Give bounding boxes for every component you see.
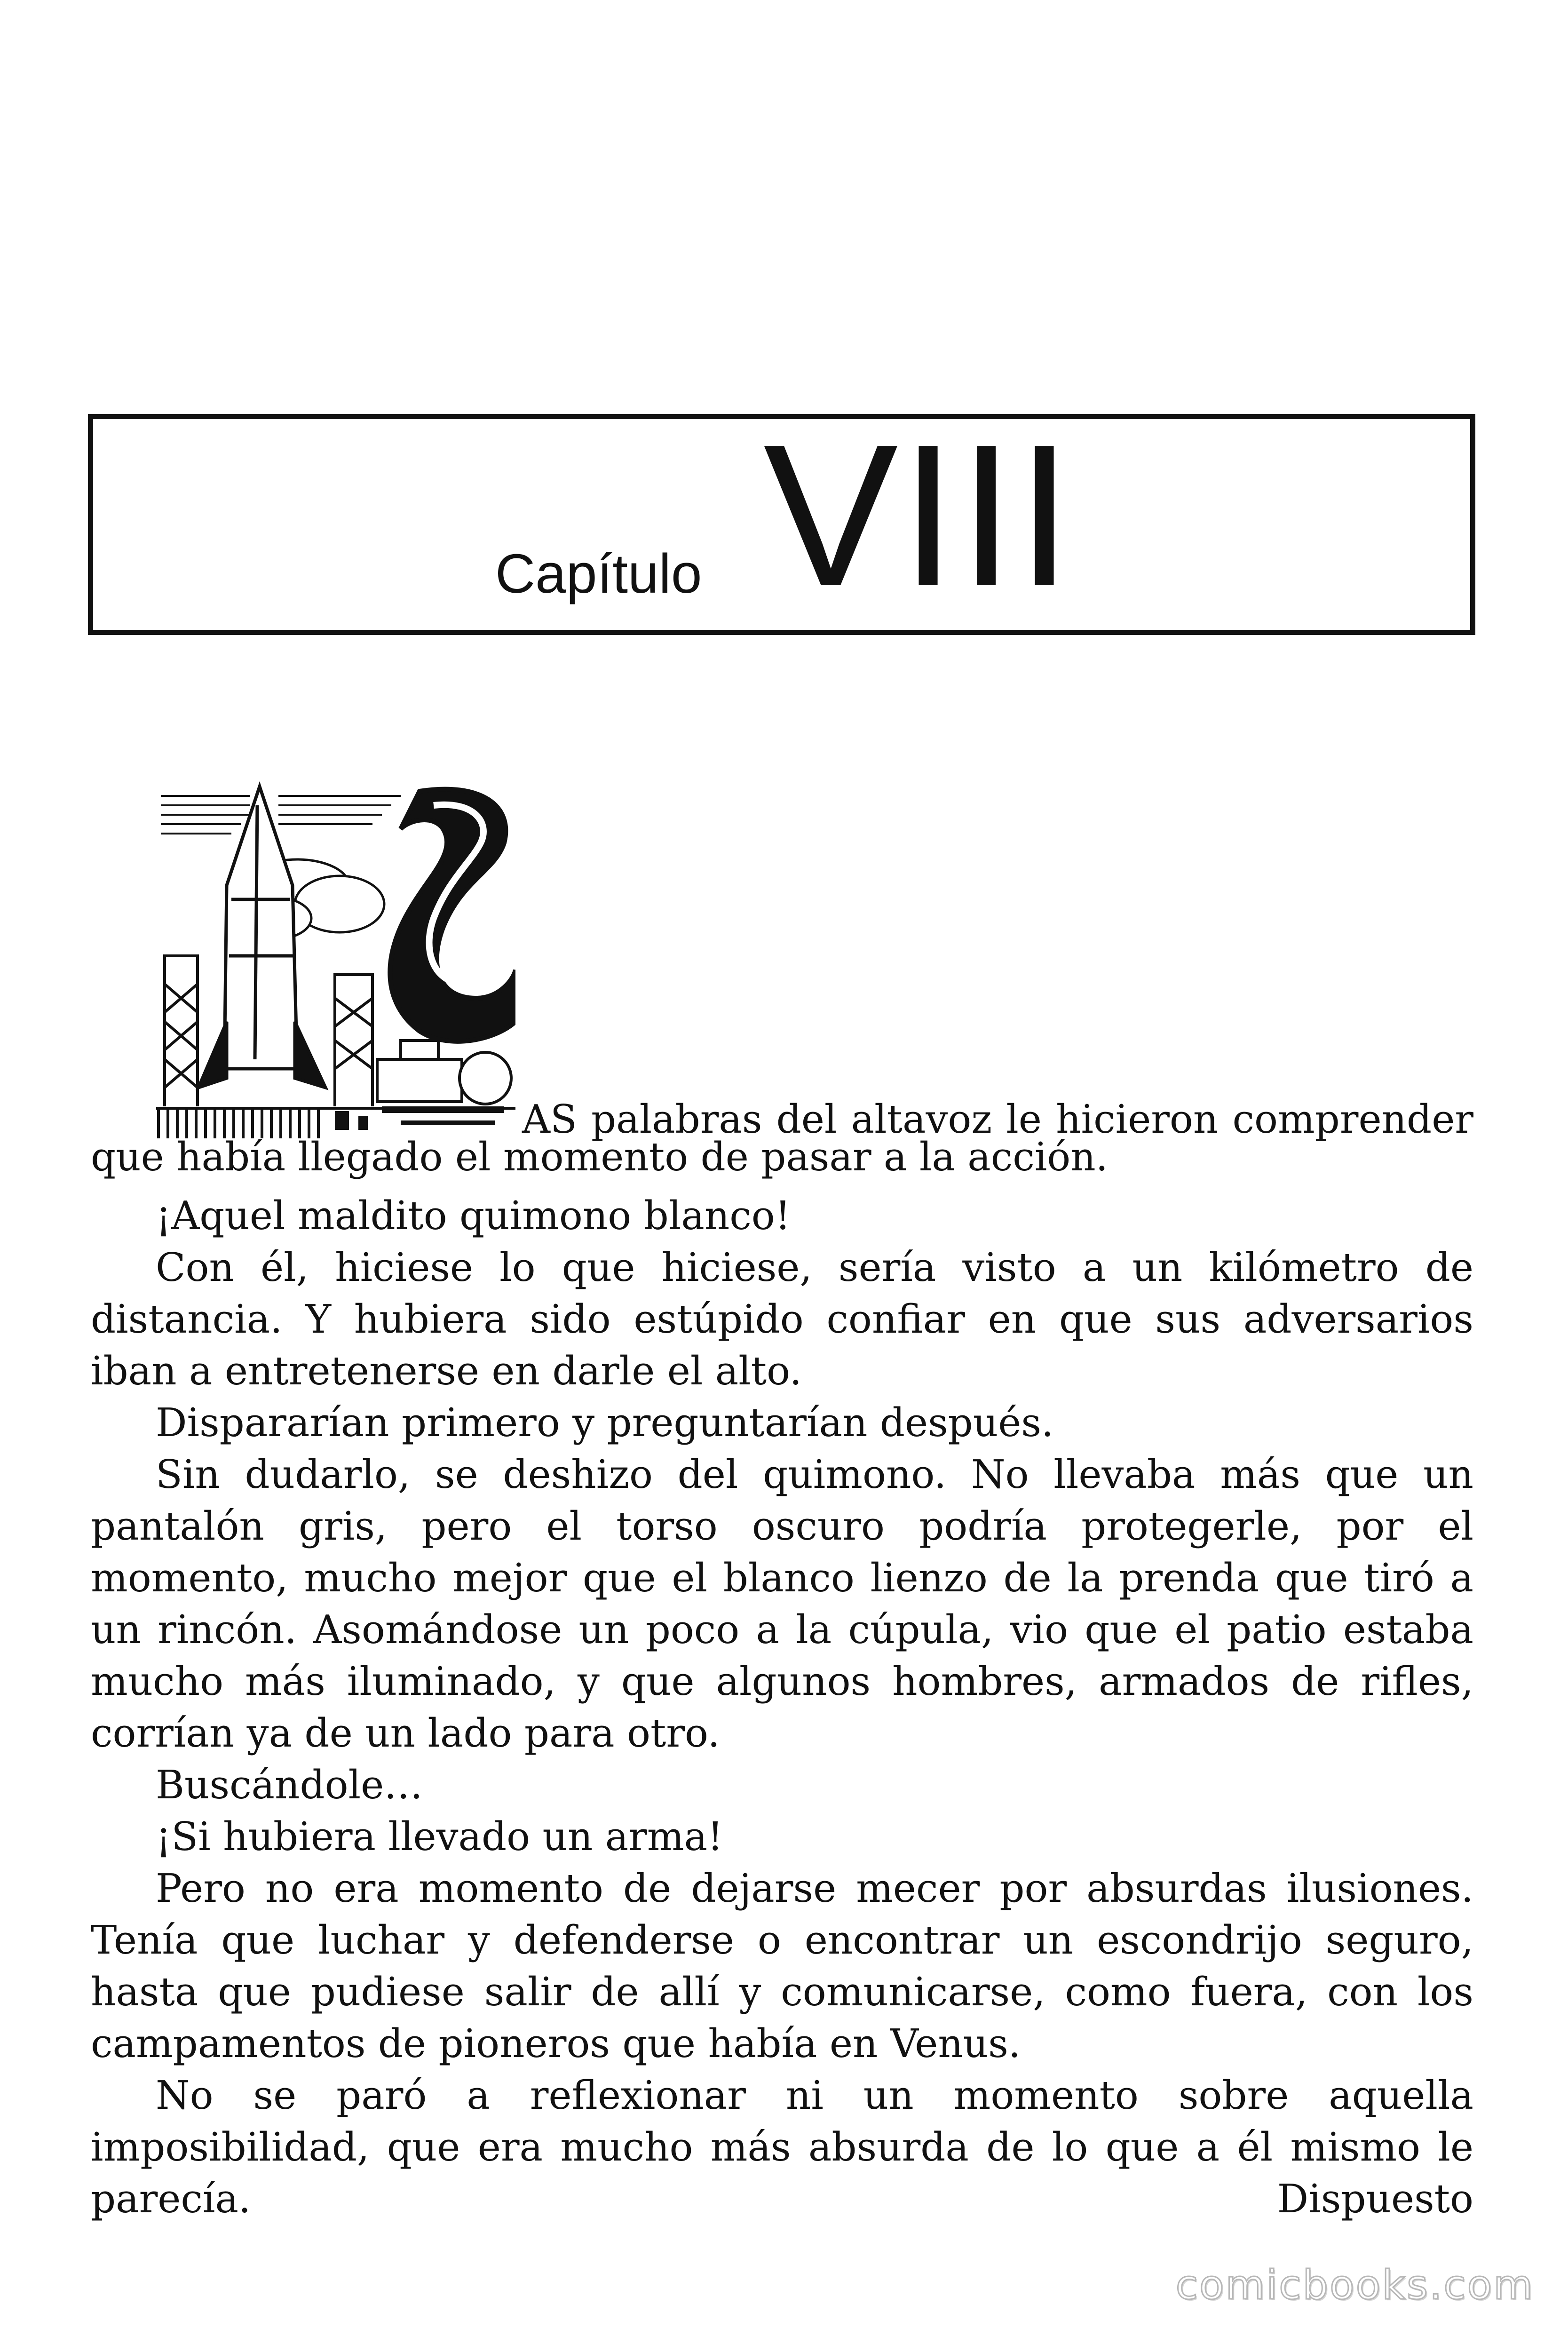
site-watermark: comicbooks.com (1175, 2262, 1534, 2309)
paragraph-6: Buscándole… (156, 1762, 423, 1808)
paragraph-3: Con él, hiciese lo que hiciese, sería visto a un kilómetro de distancia. Y hubiera sido estúpido confiar en que sus adversarios iban a entretenerse en darle el alto. (91, 1245, 1473, 1394)
paragraph-2: ¡Aquel maldito quimono blanco! (156, 1193, 791, 1239)
paragraph-7: ¡Si hubiera llevado un arma! (156, 1814, 723, 1859)
paragraph-1 (91, 1097, 1473, 1180)
chapter-heading-box (88, 403, 1475, 635)
chapter-body-text (91, 1097, 1473, 2225)
paragraph-5: Sin dudarlo, se deshizo del quimono. No llevaba más que un pantalón gris, pero el torso oscuro podría protegerle, por el momento, mucho mejor que el blanco lienzo de la prenda que tiró a un rincón. Asomándose un poco a la cúpula, vio que el patio estaba mucho más iluminado, y que algunos hombres, armados de rifles, corrían ya de un lado para otro. (91, 1452, 1473, 1756)
chapter-number: VIII (763, 403, 1075, 628)
chapter-label: Capítulo (495, 543, 702, 605)
paragraph-8: Pero no era momento de dejarse mecer por absurdas ilusiones. Tenía que luchar y defenderse o encontrar un escondrijo seguro, hasta que pudiese salir de allí y comunicarse, como fuera, con los campamentos de pioneros que había en Venus. (91, 1866, 1473, 2066)
drop-cap-illustration (156, 777, 515, 1138)
paragraph-1-first-line: AS palabras del altavoz le hicieron comprender (522, 1097, 1473, 1142)
paragraph-9: No se paró a reflexionar ni un momento sobre aquella imposibilidad, que era mucho más absurda de lo que a él mismo le parecía. Dispuesto (91, 2073, 1473, 2222)
paragraph-4: Dispararían primero y preguntarían después. (156, 1400, 1054, 1446)
paragraph-1-continuation: que había llegado el momento de pasar a la acción. (91, 1134, 1109, 1180)
